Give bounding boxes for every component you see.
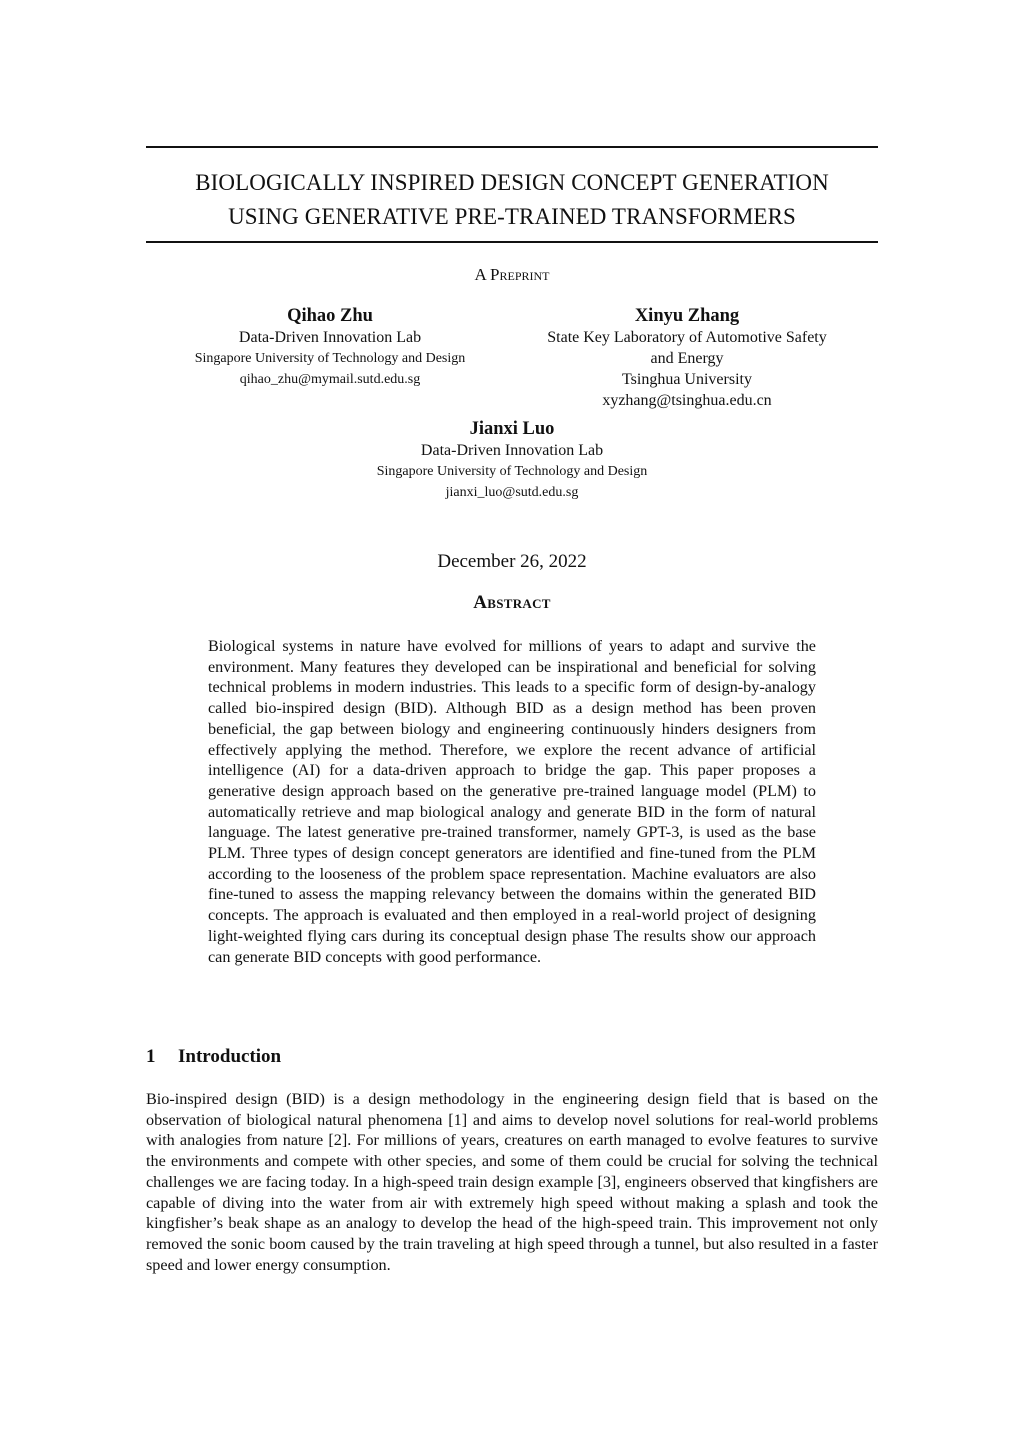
author-institution: Tsinghua University [622, 371, 752, 388]
introduction-paragraph: Bio-inspired design (BID) is a design methodology in the engineering design field that is based on the observation of biological natural phenomena [1] and aims to develop novel solutions for real-world problems with analogies from nature [2]. For millions of years, creatures on earth managed to evolve features to survive the environments and compete with other species, and some of them could be crucial for solving the technical challenges we are facing today. In a high-speed train design example [3], engineers observed that kingfishers are capable of diving into the water from air with extremely high speed without making a splash and took the kingfisher’s beak shape as an analogy to develop the head of the high-speed train. This improvement not only removed the sonic boom caused by the train traveling at high speed through a tunnel, but also resulted in a faster speed and lower energy consumption. [146, 1090, 878, 1274]
author-lab-line-1: State Key Laboratory of Automotive Safety [547, 329, 827, 346]
author-email: xyzhang@tsinghua.edu.cn [602, 392, 772, 409]
author-name: Jianxi Luo [469, 419, 555, 439]
preprint-label-text: A Preprint [474, 265, 550, 284]
author-lab-line-2: and Energy [650, 350, 724, 367]
author-lab: Data-Driven Innovation Lab [238, 329, 422, 346]
author-email: qihao_zhu@mymail.sutd.edu.sg [239, 372, 421, 387]
preprint-label [0, 264, 1024, 286]
section-heading-introduction [146, 1045, 281, 1069]
author-lab: Data-Driven Innovation Lab [420, 442, 604, 459]
title-bottom-rule [146, 241, 878, 243]
section-title: Introduction [178, 1046, 282, 1067]
author-name: Qihao Zhu [287, 306, 373, 326]
title-top-rule [146, 146, 878, 148]
publication-date: December 26, 2022 [437, 551, 587, 572]
section-number: 1 [146, 1046, 156, 1067]
paper-title-line-1: BIOLOGICALLY INSPIRED DESIGN CONCEPT GENERATION [195, 170, 829, 195]
abstract-heading: Abstract [473, 592, 551, 613]
abstract-paragraph: Biological systems in nature have evolved for millions of years to adapt and survive the environment. Many features they developed can be inspirational and beneficial for solving technical problems in modern industries. This leads to a specific form of design-by-analogy called bio-inspired design (BID). Although BID as a design method has been proven beneficial, the gap between biology and engineering continuously hinders designers from effectively applying the method. Therefore, we explore the recent advance of artificial intelligence (AI) for a data-driven approach to bridge the gap. This paper proposes a generative design approach based on the generative pre-trained language model (PLM) to automatically retrieve and map biological analogy and generate BID in the form of natural language. The latest generative pre-trained transformer, namely GPT-3, is used as the base PLM. Three types of design concept generators are identified and fine-tuned from the PLM according to the looseness of the problem space representation. Machine evaluators are also fine-tuned to assess the mapping relevancy between the domains within the generated BID concepts. The approach is evaluated and then employed in a real-world project of designing light-weighted flying cars during its conceptual design phase The results show our approach can generate BID concepts with good performance. [208, 637, 816, 966]
introduction-body [146, 1089, 878, 1275]
author-name: Xinyu Zhang [634, 306, 740, 326]
author-block-3 [312, 418, 712, 503]
abstract-body [208, 636, 816, 967]
author-block-2 [522, 305, 852, 411]
author-institution: Singapore University of Technology and Design [194, 351, 466, 366]
author-institution: Singapore University of Technology and Design [376, 464, 648, 479]
author-email: jianxi_luo@sutd.edu.sg [445, 485, 579, 500]
paper-title-line-2: USING GENERATIVE PRE-TRAINED TRANSFORMERS [228, 204, 796, 229]
author-block-1 [170, 305, 490, 390]
paper-title [146, 166, 878, 234]
